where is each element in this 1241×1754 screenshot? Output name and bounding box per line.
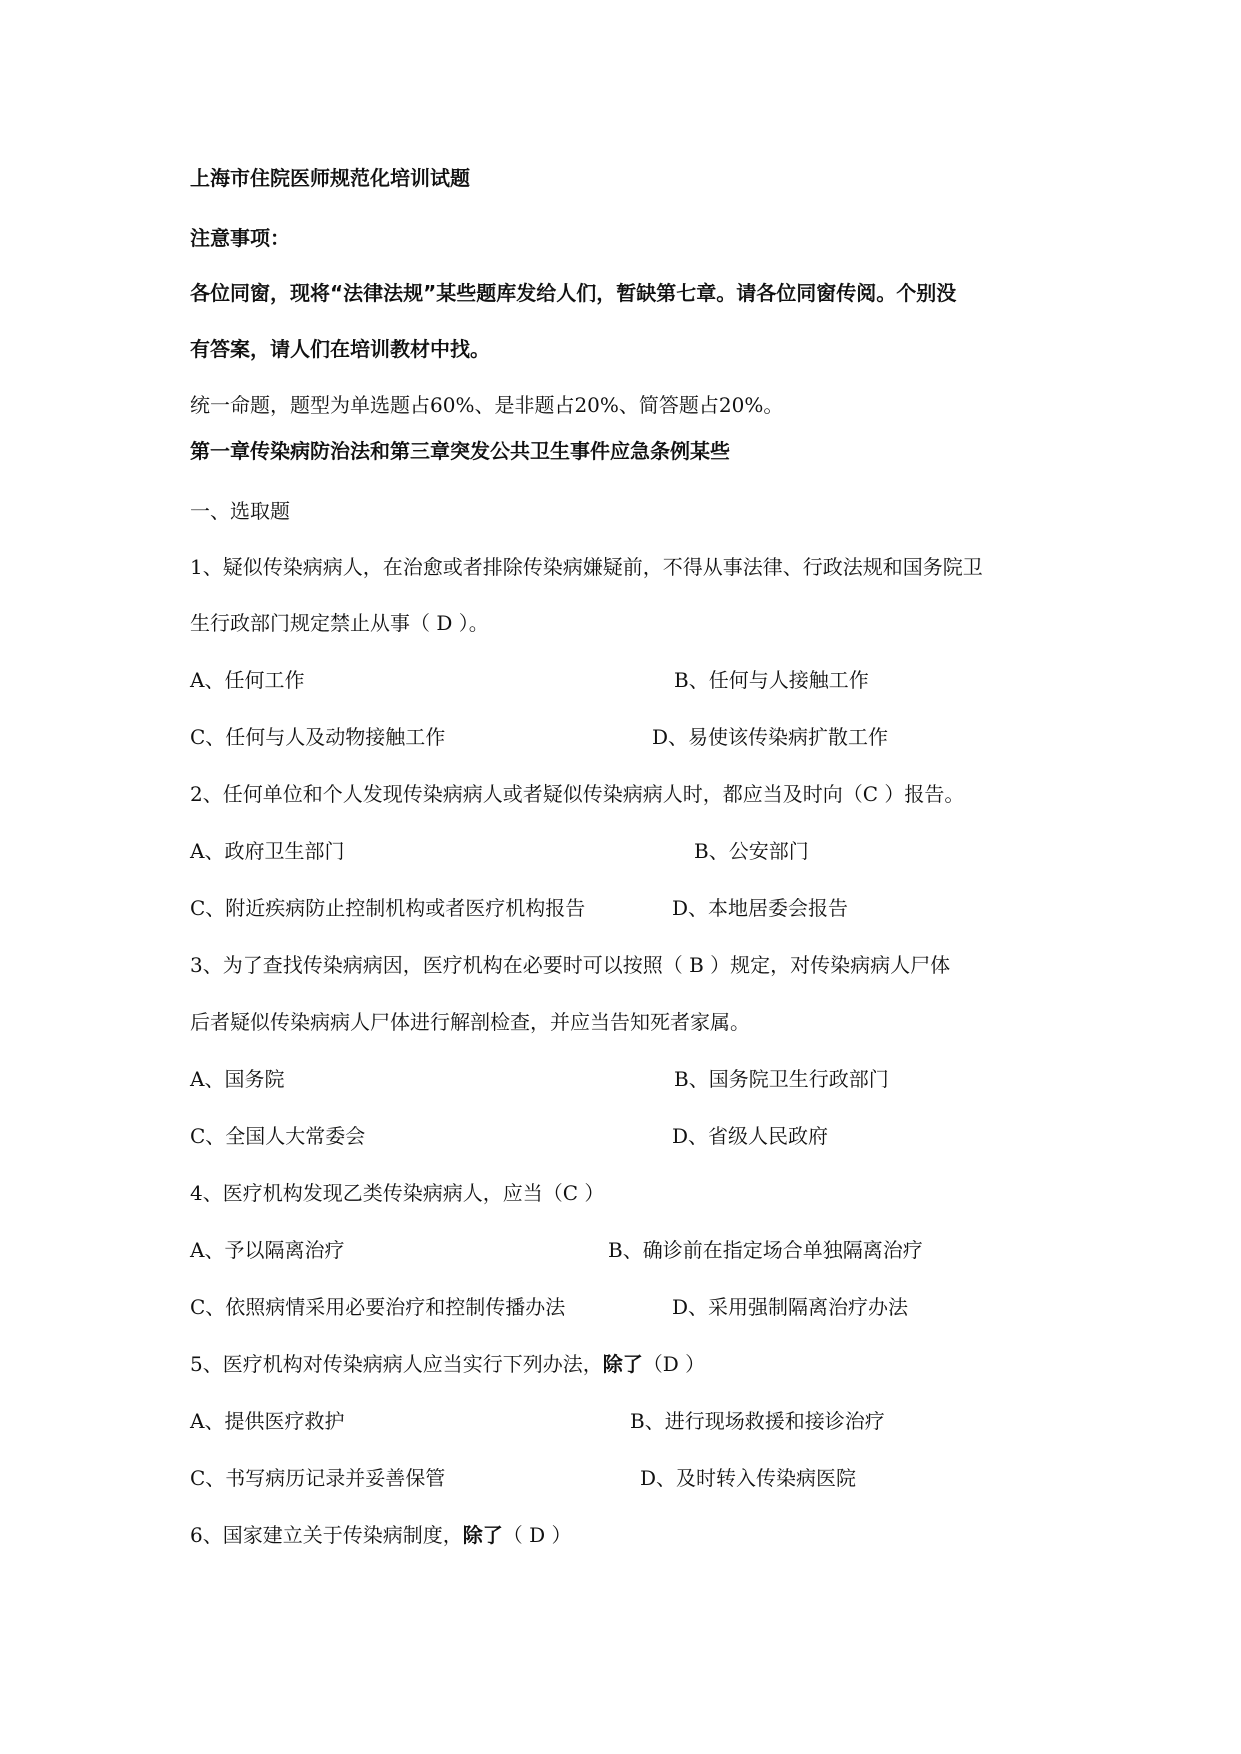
option-d: D、本地居委会报告 [672, 896, 849, 920]
exam-info: 统一命题，题型为单选题占60%、是非题占20%、简答题占20%。 [190, 393, 784, 417]
option-c: C、依照病情采用必要治疗和控制传播办法 [190, 1295, 566, 1319]
option-c: C、全国人大常委会 [190, 1124, 366, 1148]
question-3-options-cd [0, 1122, 1241, 1150]
question-3-options-ab [0, 1065, 1241, 1093]
question-5-answer: （D ） [642, 1352, 706, 1376]
option-a: A、予以隔离治疗 [190, 1238, 345, 1262]
question-6-line-1 [190, 1521, 571, 1549]
option-d: D、采用强制隔离治疗办法 [672, 1295, 909, 1319]
option-b: B、进行现场救援和接诊治疗 [630, 1409, 885, 1433]
question-5-options-cd [0, 1464, 1241, 1492]
question-6-answer: （ D ） [502, 1523, 572, 1547]
question-5-options-ab [0, 1407, 1241, 1435]
option-d: D、省级人民政府 [672, 1124, 829, 1148]
question-4-options-cd [0, 1293, 1241, 1321]
question-1-line-1: 1、疑似传染病病人，在治愈或者排除传染病嫌疑前，不得从事法律、行政法规和国务院卫 [190, 555, 983, 579]
question-4-line-1: 4、医疗机构发现乙类传染病病人，应当（C ） [190, 1181, 605, 1205]
chapter-title: 第一章传染病防治法和第三章突发公共卫生事件应急条例某些 [190, 439, 730, 463]
question-4-options-ab [0, 1236, 1241, 1264]
notice-line-1: 各位同窗，现将“法律法规”某些题库发给人们，暂缺第七章。请各位同窗传阅。个别没 [190, 281, 957, 305]
option-a: A、提供医疗救护 [190, 1409, 345, 1433]
option-b: B、任何与人接触工作 [674, 668, 869, 692]
option-b: B、国务院卫生行政部门 [674, 1067, 889, 1091]
option-a: A、政府卫生部门 [190, 839, 345, 863]
question-3-line-1: 3、为了查找传染病病因，医疗机构在必要时可以按照（ B ）规定，对传染病病人尸体 [190, 953, 951, 977]
option-a: A、任何工作 [190, 668, 305, 692]
option-b: B、确诊前在指定场合单独隔离治疗 [608, 1238, 923, 1262]
question-1-options-ab [0, 666, 1241, 694]
section-title: 一、选取题 [190, 499, 290, 523]
option-a: A、国务院 [190, 1067, 285, 1091]
option-b: B、公安部门 [694, 839, 809, 863]
option-c: C、书写病历记录并妥善保管 [190, 1466, 446, 1490]
question-3-line-2: 后者疑似传染病病人尸体进行解剖检查，并应当告知死者家属。 [190, 1010, 750, 1034]
question-5-text: 5、医疗机构对传染病病人应当实行下列办法， [190, 1352, 603, 1376]
question-2-options-cd [0, 894, 1241, 922]
question-2-options-ab [0, 837, 1241, 865]
option-c: C、任何与人及动物接触工作 [190, 725, 446, 749]
question-5-emphasis: 除了 [602, 1352, 643, 1376]
question-5-line-1 [190, 1350, 705, 1378]
notice-line-2: 有答案，请人们在培训教材中找。 [190, 337, 490, 361]
option-d: D、易使该传染病扩散工作 [652, 725, 889, 749]
question-1-options-cd [0, 723, 1241, 751]
document-title: 上海市住院医师规范化培训试题 [190, 166, 470, 190]
notice-heading: 注意事项： [190, 226, 290, 250]
question-6-emphasis: 除了 [462, 1523, 503, 1547]
option-c: C、附近疾病防止控制机构或者医疗机构报告 [190, 896, 586, 920]
question-6-text: 6、国家建立关于传染病制度， [190, 1523, 463, 1547]
question-2-line-1: 2、任何单位和个人发现传染病病人或者疑似传染病病人时，都应当及时向（C ）报告。 [190, 782, 965, 806]
option-d: D、及时转入传染病医院 [640, 1466, 857, 1490]
question-1-line-2: 生行政部门规定禁止从事（ D ）。 [190, 611, 489, 635]
